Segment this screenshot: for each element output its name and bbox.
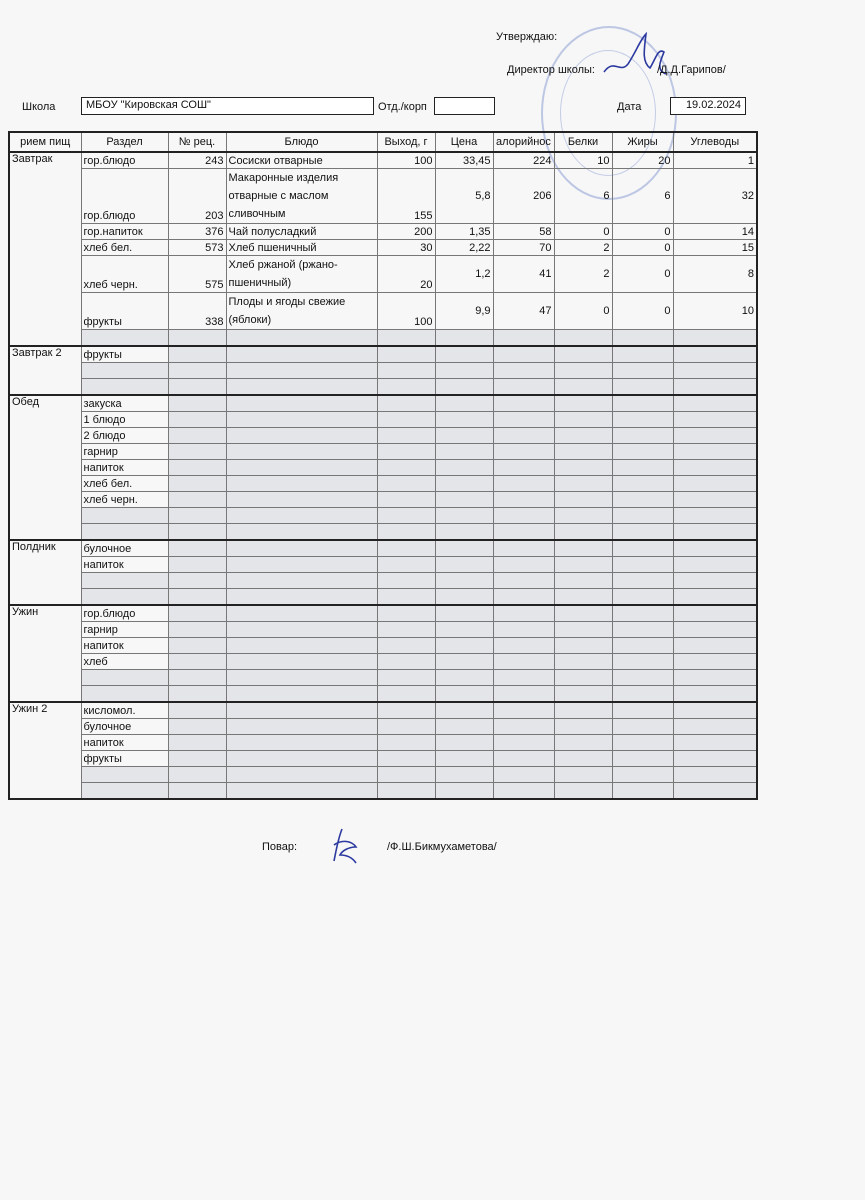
- fat-cell: 0: [612, 240, 673, 256]
- kcal-cell: 206: [493, 169, 554, 224]
- kcal-cell: 47: [493, 293, 554, 330]
- output-cell: 100: [377, 152, 435, 169]
- table-row: [9, 444, 757, 460]
- dish-cell: Хлеб ржаной (ржано-пшеничный): [226, 256, 377, 293]
- protein-cell: 0: [554, 293, 612, 330]
- table-row: [9, 589, 757, 606]
- kcal-cell: 70: [493, 240, 554, 256]
- fat-cell: 0: [612, 293, 673, 330]
- table-row: [9, 783, 757, 800]
- director-name: /Д.Д.Гарипов/: [657, 64, 726, 76]
- price-cell: 2,22: [435, 240, 493, 256]
- output-cell: 155: [377, 169, 435, 224]
- table-row: [9, 224, 757, 240]
- table-row: [9, 428, 757, 444]
- table-row: [9, 540, 757, 557]
- section-cell: закуска: [81, 395, 168, 412]
- table-row: [9, 719, 757, 735]
- section-cell: кисломол.: [81, 702, 168, 719]
- section-cell: напиток: [81, 735, 168, 751]
- section-cell: хлеб черн.: [81, 492, 168, 508]
- dish-cell: Хлеб пшеничный: [226, 240, 377, 256]
- protein-cell: 6: [554, 169, 612, 224]
- cook-name: /Ф.Ш.Бикмухаметова/: [387, 841, 497, 853]
- price-cell: 1,2: [435, 256, 493, 293]
- table-row: [9, 654, 757, 670]
- meal-lunch: Обед: [9, 395, 81, 540]
- section-cell: гарнир: [81, 444, 168, 460]
- carbs-cell: 14: [673, 224, 757, 240]
- table-row: [9, 346, 757, 363]
- section-cell: хлеб: [81, 654, 168, 670]
- table-row: [9, 686, 757, 703]
- table-row: [9, 412, 757, 428]
- col-dish: Блюдо: [226, 132, 377, 152]
- protein-cell: 2: [554, 256, 612, 293]
- section-cell: гор.блюдо: [81, 152, 168, 169]
- fat-cell: 0: [612, 224, 673, 240]
- col-output: Выход, г: [377, 132, 435, 152]
- section-cell: булочное: [81, 540, 168, 557]
- section-cell: фрукты: [81, 751, 168, 767]
- col-fat: Жиры: [612, 132, 673, 152]
- price-cell: 5,8: [435, 169, 493, 224]
- carbs-cell: 10: [673, 293, 757, 330]
- fat-cell: 20: [612, 152, 673, 169]
- protein-cell: 10: [554, 152, 612, 169]
- approve-label: Утверждаю:: [496, 31, 558, 43]
- section-cell: напиток: [81, 557, 168, 573]
- section-cell: фрукты: [81, 346, 168, 363]
- recipe-cell: 575: [168, 256, 226, 293]
- recipe-cell: 573: [168, 240, 226, 256]
- protein-cell: 2: [554, 240, 612, 256]
- carbs-cell: 1: [673, 152, 757, 169]
- fat-cell: 0: [612, 256, 673, 293]
- price-cell: 33,45: [435, 152, 493, 169]
- col-carbs: Углеводы: [673, 132, 757, 152]
- output-cell: 100: [377, 293, 435, 330]
- section-cell: булочное: [81, 719, 168, 735]
- section-cell: гор.блюдо: [81, 169, 168, 224]
- meal-dinner: Ужин: [9, 605, 81, 702]
- col-kcal: алорийнос: [493, 132, 554, 152]
- col-recipe: № рец.: [168, 132, 226, 152]
- output-cell: 30: [377, 240, 435, 256]
- cook-signature: [328, 825, 364, 865]
- table-row: [9, 573, 757, 589]
- table-row: [9, 379, 757, 396]
- table-row: [9, 735, 757, 751]
- cook-label: Повар:: [262, 841, 298, 853]
- price-cell: 1,35: [435, 224, 493, 240]
- table-row: [9, 476, 757, 492]
- table-row: [9, 524, 757, 541]
- kcal-cell: 41: [493, 256, 554, 293]
- school-label: Школа: [22, 101, 56, 113]
- school-name-field[interactable]: МБОУ "Кировская СОШ": [81, 97, 374, 115]
- dept-field[interactable]: [434, 97, 495, 115]
- director-label: Директор школы:: [507, 64, 595, 76]
- table-row: [9, 256, 757, 293]
- dish-cell: Плоды и ягоды свежие (яблоки): [226, 293, 377, 330]
- dept-label: Отд./корп: [378, 101, 427, 113]
- kcal-cell: 58: [493, 224, 554, 240]
- section-cell: хлеб черн.: [81, 256, 168, 293]
- recipe-cell: 203: [168, 169, 226, 224]
- table-row: [9, 152, 757, 169]
- carbs-cell: 32: [673, 169, 757, 224]
- fat-cell: 6: [612, 169, 673, 224]
- section-cell: гор.напиток: [81, 224, 168, 240]
- meal-snack: Полдник: [9, 540, 81, 605]
- meal-breakfast2: Завтрак 2: [9, 346, 81, 395]
- carbs-cell: 8: [673, 256, 757, 293]
- table-row: [9, 702, 757, 719]
- dish-cell: Сосиски отварные: [226, 152, 377, 169]
- table-row: [9, 293, 757, 330]
- date-label: Дата: [617, 101, 642, 113]
- meal-dinner2: Ужин 2: [9, 702, 81, 799]
- table-row: [9, 508, 757, 524]
- table-row: [9, 240, 757, 256]
- section-cell: напиток: [81, 460, 168, 476]
- kcal-cell: 224: [493, 152, 554, 169]
- table-row: [9, 460, 757, 476]
- table-row: [9, 557, 757, 573]
- table-row: [9, 751, 757, 767]
- meal-breakfast: Завтрак: [9, 152, 81, 346]
- recipe-cell: 338: [168, 293, 226, 330]
- date-field[interactable]: 19.02.2024: [670, 97, 746, 115]
- dish-cell: Макаронные изделия отварные с маслом сливочным: [226, 169, 377, 224]
- section-cell: 1 блюдо: [81, 412, 168, 428]
- table-row: [9, 169, 757, 224]
- table-row: [9, 330, 757, 347]
- table-row: [9, 767, 757, 783]
- table-row: [9, 363, 757, 379]
- col-protein: Белки: [554, 132, 612, 152]
- col-price: Цена: [435, 132, 493, 152]
- table-row: [9, 395, 757, 412]
- section-cell: гор.блюдо: [81, 605, 168, 622]
- protein-cell: 0: [554, 224, 612, 240]
- carbs-cell: 15: [673, 240, 757, 256]
- table-row: [9, 670, 757, 686]
- menu-table: [8, 131, 758, 800]
- dish-cell: Чай полусладкий: [226, 224, 377, 240]
- table-row: [9, 622, 757, 638]
- section-cell: хлеб бел.: [81, 240, 168, 256]
- table-row: [9, 605, 757, 622]
- section-cell: хлеб бел.: [81, 476, 168, 492]
- col-section: Раздел: [81, 132, 168, 152]
- section-cell: 2 блюдо: [81, 428, 168, 444]
- table-row: [9, 638, 757, 654]
- section-cell: гарнир: [81, 622, 168, 638]
- output-cell: 20: [377, 256, 435, 293]
- output-cell: 200: [377, 224, 435, 240]
- price-cell: 9,9: [435, 293, 493, 330]
- col-meal: рием пищ: [9, 132, 81, 152]
- recipe-cell: 376: [168, 224, 226, 240]
- section-cell: напиток: [81, 638, 168, 654]
- header-row: [9, 132, 757, 152]
- section-cell: фрукты: [81, 293, 168, 330]
- table-row: [9, 492, 757, 508]
- recipe-cell: 243: [168, 152, 226, 169]
